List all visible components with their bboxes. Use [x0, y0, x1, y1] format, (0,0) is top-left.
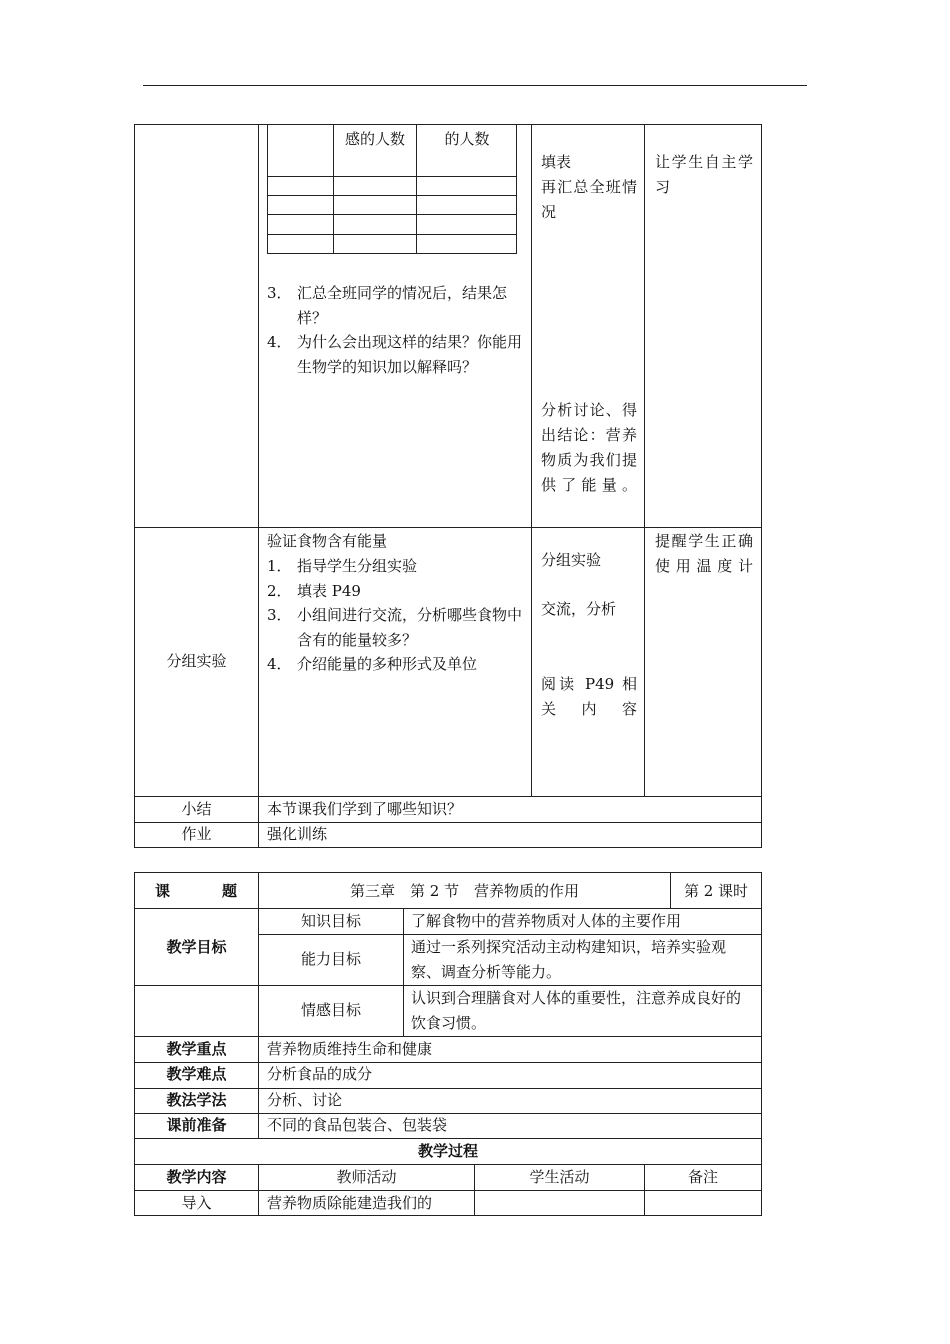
method-text: 分析、讨论: [267, 1091, 343, 1109]
row-label-group-experiment: 分组实验: [166, 652, 227, 670]
objectives-label: 教学目标: [166, 938, 227, 956]
group-student-2: 交流，分析: [541, 600, 617, 618]
prep-label: 课前准备: [166, 1116, 227, 1134]
lesson-topic: 第三章 第 2 节 营养物质的作用: [349, 882, 580, 900]
difficulty-label: 教学难点: [166, 1065, 227, 1083]
objective-type-ability: 能力目标: [300, 950, 361, 968]
objective-text-ability: 通过一系列探究活动主动构建知识，培养实验观察、调查分析等能力。: [411, 938, 727, 981]
list-item: 3． 汇总全班同学的情况后，结果怎样？: [267, 284, 508, 327]
process-header-note: 备注: [687, 1168, 718, 1186]
topic-label-char2: 题: [222, 882, 238, 900]
mini-header-col2: 感的人数: [344, 130, 405, 148]
process-header-teacher: 教师活动: [336, 1168, 397, 1186]
group-student-3: 阅读 P49 相关内容: [541, 675, 637, 718]
list-item: 2． 填表 P49: [267, 581, 361, 600]
lesson-period: 第 2 课时: [683, 882, 749, 900]
focus-label: 教学重点: [166, 1040, 227, 1058]
list-item: 1． 指导学生分组实验: [267, 557, 418, 575]
group-student-1: 分组实验: [541, 551, 602, 569]
objective-text-knowledge: 了解食物中的营养物质对人体的主要作用: [411, 912, 682, 930]
list-item: 4． 为什么会出现这样的结果？你能用生物学的知识加以解释吗？: [267, 333, 523, 376]
student-activity-2: 再汇总全班情况: [541, 178, 637, 221]
process-header-content: 教学内容: [166, 1168, 227, 1186]
teacher-question-list: [267, 281, 525, 379]
student-activity-3: 分析讨论、得出结论：营养物质为我们提供了能量。: [541, 401, 637, 494]
method-label: 教法学法: [166, 1091, 227, 1109]
row-label-summary: 小结: [181, 800, 212, 818]
summary-text: 本节课我们学到了哪些知识？: [267, 800, 463, 818]
group-teacher-title: 验证食物含有能量: [267, 532, 388, 550]
mini-header-col3: 的人数: [444, 130, 490, 148]
header-rule: [143, 85, 807, 86]
homework-text: 强化训练: [267, 825, 328, 843]
prep-text: 不同的食品包装合、包装袋: [267, 1116, 448, 1134]
row-label-homework: 作业: [181, 825, 212, 843]
topic-label-char1: 课: [155, 882, 171, 900]
intro-label: 导入: [181, 1194, 212, 1212]
focus-text: 营养物质维持生命和健康: [267, 1040, 433, 1058]
student-activity-1: 填表: [541, 153, 572, 171]
list-item: 4． 介绍能量的多种形式及单位: [267, 655, 478, 673]
group-note: 提醒学生正确使用温度计: [655, 532, 753, 575]
process-header-student: 学生活动: [529, 1168, 590, 1186]
list-item: 3． 小组间进行交流，分析哪些食物中含有的能量较多？: [267, 606, 523, 649]
objective-type-emotion: 情感目标: [300, 1001, 361, 1019]
objective-type-knowledge: 知识目标: [300, 912, 361, 930]
difficulty-text: 分析食品的成分: [267, 1065, 373, 1083]
process-title: 教学过程: [417, 1142, 478, 1160]
group-teacher-list: [267, 554, 525, 677]
note-text: 让学生自主学习: [655, 153, 753, 196]
objective-text-emotion: 认识到合理膳食对人体的重要性，注意养成良好的饮食习惯。: [411, 989, 742, 1032]
intro-text: 营养物质除能建造我们的: [267, 1194, 433, 1212]
